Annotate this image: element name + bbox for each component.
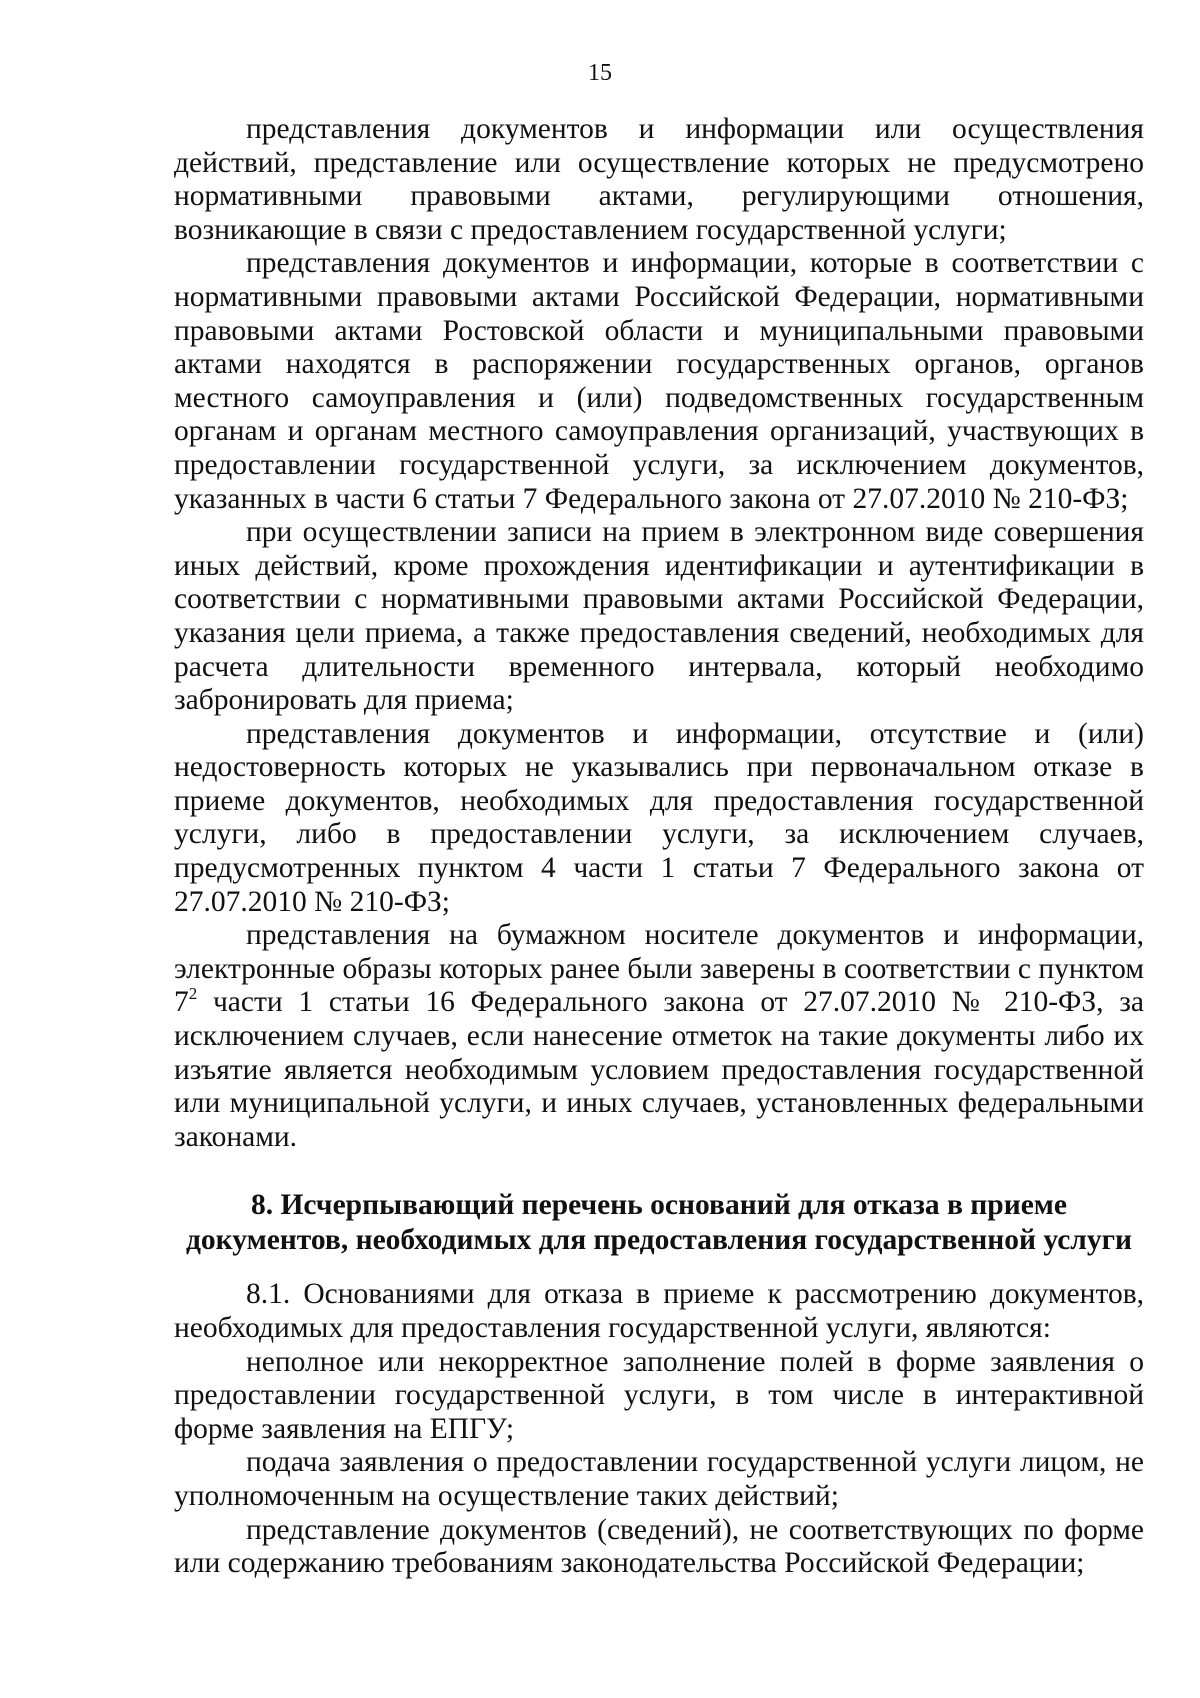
paragraph: представления документов и информации или осуществления действий, представление или осуществление которых не предусмотрено нормативными правовыми актами, регулирующими отношения, возникающие в связи с предоставлением государственной услуги; [174, 113, 1144, 246]
document-body [174, 113, 1144, 1581]
paragraph: подача заявления о предоставлении государственной услуги лицом, не уполномоченным на осуществление таких действий; [174, 1446, 1144, 1512]
section-heading [174, 1188, 1144, 1258]
paragraph-text: части 1 статьи 16 Федерального закона от 27.07.2010 № 210-ФЗ, за исключением случаев, если нанесение отметок на такие документы либо их изъятие является необходимым условием предоставления государственной или муниципальной услуги, и иных случаев, установленных федеральными законами. [174, 986, 1144, 1153]
paragraph: представления документов и информации, которые в соответствии с нормативными правовыми актами Российской Федерации, нормативными правовыми актами Ростовской области и муниципальными правовыми актами находятся в распоряжении государственных органов, органов местного самоуправления и (или) подведомственных государственным органам и органам местного самоуправления организаций, участвующих в предоставлении государственной услуги, за исключением документов, указанных в части 6 статьи 7 Федерального закона от 27.07.2010 № 210-ФЗ; [174, 247, 1144, 515]
paragraph: неполное или некорректное заполнение полей в форме заявления о предоставлении государственной услуги, в том числе в интерактивной форме заявления на ЕПГУ; [174, 1345, 1144, 1445]
paragraph-with-superscript [174, 919, 1144, 1154]
paragraph-text: представления на бумажном носителе документов и информации, электронные образы которых ранее были заверены в соответствии с пунктом 7 [174, 919, 1144, 1019]
section-heading-line: 8. Исчерпывающий перечень оснований для отказа в приеме [250, 1189, 1067, 1222]
paragraph: представления документов и информации, отсутствие и (или) недостоверность которых не указывались при первоначальном отказе в приеме документов, необходимых для предоставления государственной услуги, либо в предоставлении услуги, за исключением случаев, предусмотренных пунктом 4 части 1 статьи 7 Федерального закона от 27.07.2010 № 210-ФЗ; [174, 717, 1144, 918]
section-heading-line: документов, необходимых для предоставления государственной услуги [185, 1224, 1132, 1257]
superscript: 2 [188, 984, 198, 1004]
page-number: 15 [588, 60, 612, 86]
paragraph: 8.1. Основаниями для отказа в приеме к рассмотрению документов, необходимых для предоставления государственной услуги, являются: [174, 1278, 1144, 1344]
paragraph: при осуществлении записи на прием в электронном виде совершения иных действий, кроме прохождения идентификации и аутентификации в соответствии с нормативными правовыми актами Российской Федерации, указания цели приема, а также предоставления сведений, необходимых для расчета длительности временного интервала, который необходимо забронировать для приема; [174, 516, 1144, 717]
paragraph: представление документов (сведений), не соответствующих по форме или содержанию требованиям законодательства Российской Федерации; [174, 1513, 1144, 1580]
